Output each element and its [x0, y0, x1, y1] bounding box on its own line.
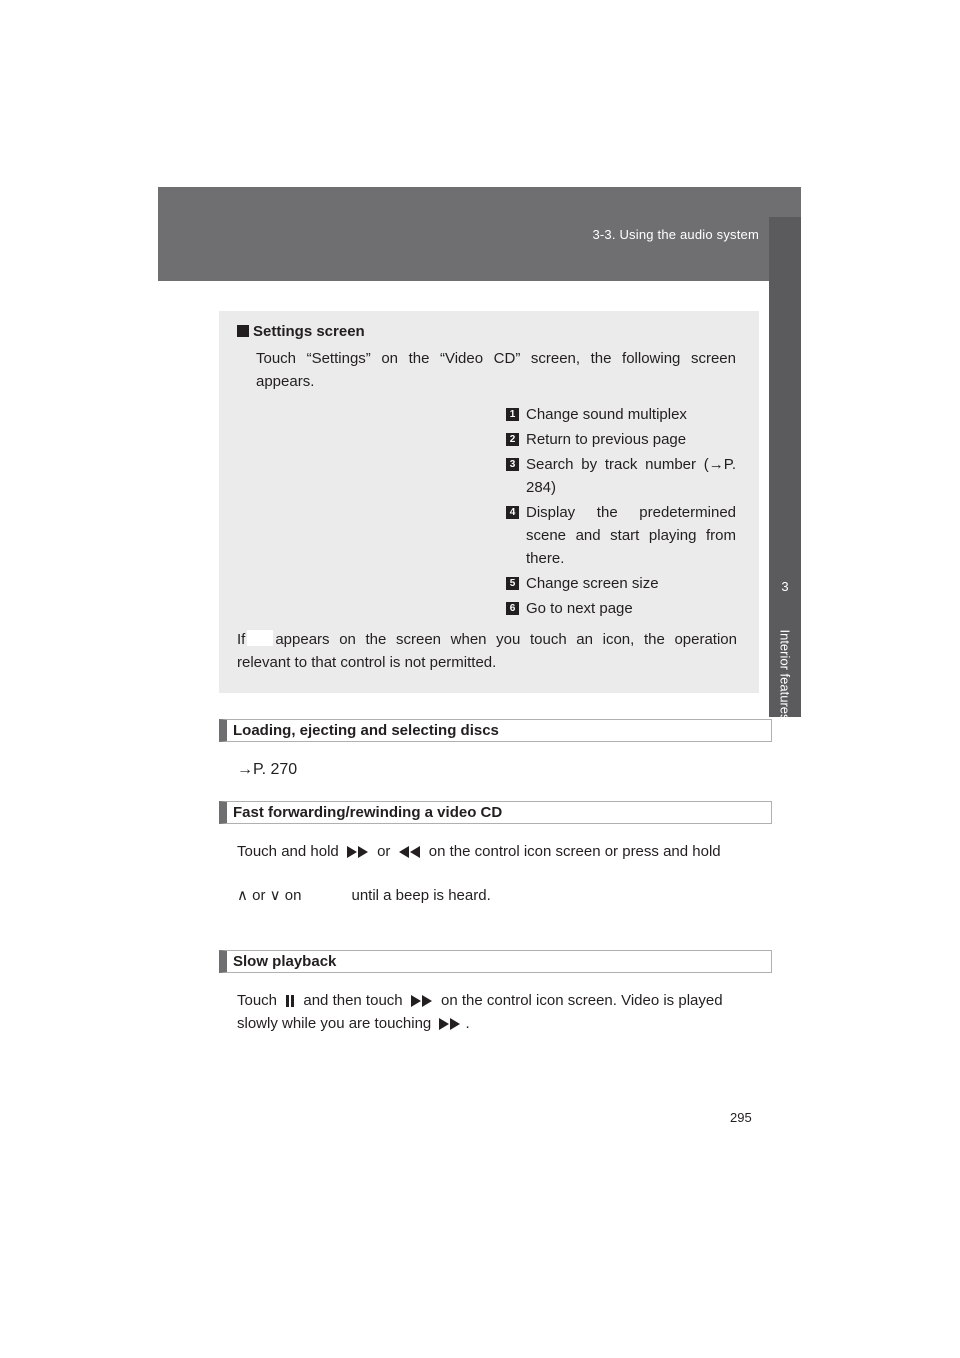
- callout-item: 1 Change sound multiplex: [506, 403, 736, 426]
- rewind-icon: [399, 846, 421, 858]
- square-bullet-icon: [237, 325, 249, 337]
- fast-forward-icon: [347, 846, 369, 858]
- slow-playback-line-2: slowly while you are touching .: [237, 1015, 470, 1032]
- section-heading-loading: Loading, ejecting and selecting discs: [219, 719, 772, 742]
- callout-item: 2 Return to previous page: [506, 428, 736, 451]
- section-heading-slow-playback: Slow playback: [219, 950, 772, 973]
- chapter-label-wrap: [769, 600, 801, 750]
- header-bar: [158, 187, 801, 281]
- chapter-number: 3: [781, 579, 789, 594]
- section-header: 3-3. Using the audio system: [592, 227, 759, 242]
- page-reference: →P. 270: [237, 761, 298, 778]
- settings-intro: Touch “Settings” on the “Video CD” screen, the following screen appears.: [256, 350, 736, 390]
- callout-item: 6 Go to next page: [506, 597, 736, 620]
- callout-item: 3 Search by track number (→P. 284): [506, 453, 736, 499]
- callout-item: 4 Display the predetermined scene and start playing from there.: [506, 501, 736, 570]
- fast-forward-icon: [411, 995, 433, 1007]
- callout-list: [506, 403, 736, 622]
- prohibited-icon: [247, 630, 273, 646]
- fast-forward-line-1: Touch and hold or on the control icon screen or press and hold: [237, 843, 721, 860]
- prohibited-note: If appears on the screen when you touch an icon, the operation relevant to that control is not permitted.: [237, 631, 737, 671]
- fast-forward-icon: [439, 1018, 461, 1030]
- page-number: 295: [730, 1110, 752, 1125]
- callout-item: 5 Change screen size: [506, 572, 736, 595]
- settings-title: Settings screen: [237, 323, 365, 340]
- slow-playback-line-1: Touch and then touch on the control icon screen. Video is played: [237, 992, 723, 1009]
- chapter-label: Interior features: [777, 629, 793, 721]
- pause-icon: [285, 995, 295, 1007]
- section-heading-fast-forward: Fast forwarding/rewinding a video CD: [219, 801, 772, 824]
- fast-forward-line-2: ∧ or ∨ on until a beep is heard.: [237, 887, 491, 904]
- settings-info-box: [219, 311, 759, 693]
